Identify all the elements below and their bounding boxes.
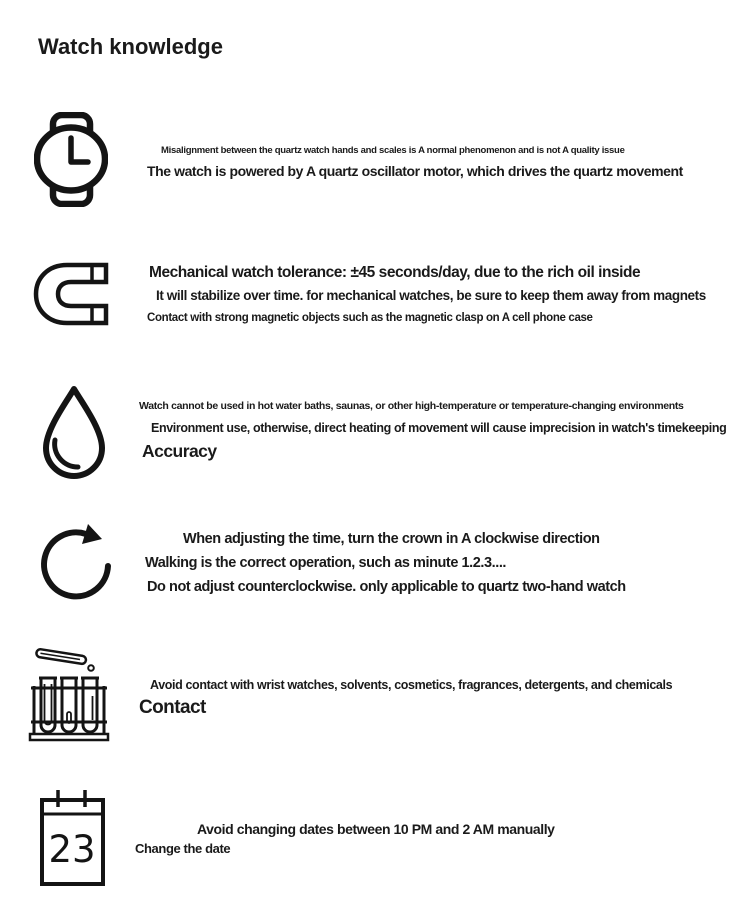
magnetic-objects-note: Contact with strong magnetic objects such as the magnetic clasp on A cell phone case [147,312,593,324]
wristwatch-icon [34,112,108,207]
avoid-chemicals-text: Avoid contact with wrist watches, solvents, cosmetics, fragrances, detergents, and chemicals [150,678,673,692]
mechanical-tolerance-text: Mechanical watch tolerance: ±45 seconds/day, due to the rich oil inside [149,264,641,281]
walking-correct-operation-text: Walking is the correct operation, such as minute 1.2.3.... [145,555,507,571]
calendar-icon [39,786,106,888]
magnet-icon [33,262,109,326]
avoid-changing-dates-text: Avoid changing dates between 10 PM and 2 AM manually [197,821,555,837]
contact-heading: Contact [139,697,206,718]
quartz-movement-text: The watch is powered by A quartz oscillator motor, which drives the quartz movement [147,163,683,179]
page-title: Watch knowledge [38,34,223,59]
clockwise-arrow-icon [38,522,114,606]
calendar-day-number: 23 [48,828,96,871]
magnet-warning-text: It will stabilize over time. for mechanical watches, be sure to keep them away from magnets [156,288,706,303]
no-counterclockwise-text: Do not adjust counterclockwise. only applicable to quartz two-hand watch [147,579,626,595]
hot-water-warning-note: Watch cannot be used in hot water baths, saunas, or other high-temperature or temperature-changing environments [139,400,684,412]
turn-crown-clockwise-text: When adjusting the time, turn the crown in A clockwise direction [183,531,600,547]
quartz-misalignment-note: Misalignment between the quartz watch hands and scales is A normal phenomenon and is not A quality issue [161,145,625,156]
water-drop-icon [36,384,112,480]
change-date-heading: Change the date [135,841,231,856]
test-tubes-icon [28,648,110,742]
accuracy-heading: Accuracy [142,441,217,461]
environment-use-text: Environment use, otherwise, direct heating of movement will cause imprecision in watch's timekeeping [151,421,727,435]
